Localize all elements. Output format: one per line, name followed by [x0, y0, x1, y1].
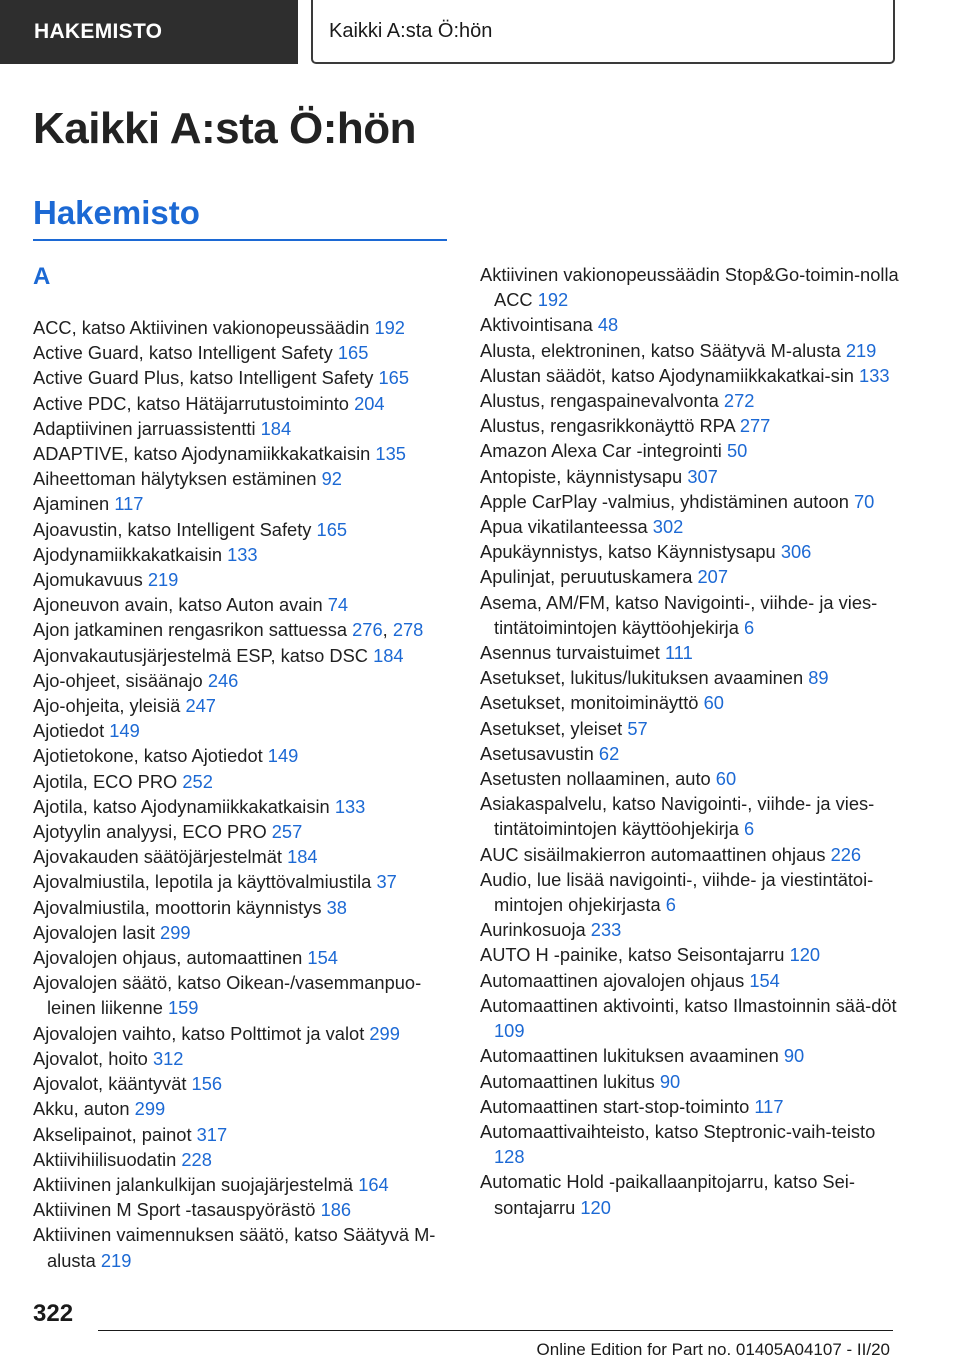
- index-entry-text: Ajoneuvon avain, katso Auton avain: [33, 594, 323, 616]
- page-reference-link[interactable]: 57: [627, 717, 648, 739]
- index-entry: [480, 968, 910, 993]
- page-reference-link[interactable]: 154: [749, 969, 780, 991]
- index-entry-text: Ajovalojen säätö, katso Oikean-/vasemmanpuo-leinen liikenne: [33, 972, 422, 1019]
- index-entry: [480, 993, 910, 1043]
- index-entry-text: Aktiivinen M Sport -tasauspyörästö: [33, 1199, 316, 1221]
- index-entry-text: Alustus, rengaspainevalvonta: [480, 390, 719, 412]
- index-entry-text: Asiakaspalvelu, katso Navigointi-, viihde- ja vies-tintätoimintojen käyttöohjekirja: [480, 793, 875, 840]
- index-entry-text: Aktiivihiilisuodatin: [33, 1148, 177, 1170]
- index-entry-text: Asennus turvaistuimet: [480, 642, 660, 664]
- page-reference-link[interactable]: 299: [134, 1098, 166, 1120]
- index-entry-text: Aiheettoman hälytyksen estäminen: [33, 468, 317, 490]
- index-entry-text: Ajovalmiustila, moottorin käynnistys: [33, 896, 322, 918]
- page-reference-link[interactable]: 277: [739, 415, 771, 437]
- page-reference-link[interactable]: 299: [160, 921, 191, 943]
- page-reference-link[interactable]: 133: [859, 364, 890, 386]
- page-reference-link[interactable]: 120: [789, 944, 821, 966]
- index-entry: [33, 1197, 455, 1222]
- index-entry: [480, 1119, 910, 1169]
- index-entry-text: Audio, lue lisää navigointi-, viihde- ja viestintätoi-mintojen ohjekirjasta: [480, 868, 874, 916]
- index-entry-text: Ajotietokone, katso Ajotiedot: [33, 745, 263, 767]
- index-entry-text: Alustan säädöt, katso Ajodynamiikkakatkai-sin: [480, 364, 854, 386]
- page-reference-link[interactable]: 272: [723, 390, 755, 412]
- page-reference-link[interactable]: 165: [316, 518, 348, 540]
- index-entry: [33, 592, 455, 617]
- index-entry: Ajon jatkaminen rengasrikon sattuessa 276, 278: [33, 619, 424, 641]
- page-reference-link[interactable]: 48: [597, 314, 619, 336]
- index-entry: [480, 438, 910, 463]
- index-entry-text: Automaattinen lukituksen avaaminen: [480, 1045, 779, 1067]
- page-reference-link[interactable]: 109: [494, 1020, 525, 1042]
- index-entry: [480, 665, 910, 690]
- index-entry-text: Ajo-ohjeet, sisäänajo: [33, 669, 203, 691]
- index-entry-text: Ajovalot, hoito: [33, 1047, 148, 1069]
- index-entry-text: Ajonvakautusjärjestelmä ESP, katso DSC: [33, 644, 368, 666]
- index-entry: [33, 668, 455, 693]
- index-entry: [480, 766, 910, 791]
- index-letter-heading: A: [33, 263, 51, 290]
- index-entry-text: Ajovalojen vaihto, katso Polttimot ja valot: [33, 1022, 365, 1044]
- index-entry-text: AUTO H -painike, katso Seisontajarru: [480, 944, 785, 966]
- page-reference-link[interactable]: 135: [375, 443, 406, 465]
- index-entry: [33, 895, 455, 920]
- index-entry: [33, 1172, 455, 1197]
- index-entry: [480, 590, 910, 640]
- index-entry-text: Asetusavustin: [480, 742, 594, 764]
- index-entry: [33, 1071, 455, 1096]
- page-reference-link[interactable]: 149: [109, 720, 140, 742]
- index-entry: [33, 794, 455, 819]
- index-entry: [33, 869, 455, 894]
- page-reference-link[interactable]: 184: [287, 846, 318, 868]
- page-number: 322: [33, 1300, 74, 1327]
- index-entry: [480, 1069, 910, 1094]
- page-reference-link[interactable]: 156: [191, 1073, 223, 1095]
- index-entry: [480, 741, 910, 766]
- index-entry: [480, 640, 910, 665]
- index-entry-text: Ajodynamiikkakatkaisin: [33, 543, 222, 565]
- index-entry: [480, 791, 910, 841]
- index-entry-text: Ajovalojen lasit: [33, 921, 155, 943]
- index-entry-text: Amazon Alexa Car -integrointi: [480, 440, 722, 462]
- index-entry: [480, 842, 910, 867]
- index-entry: [480, 413, 910, 438]
- index-entry: [33, 1222, 455, 1272]
- index-entry: [33, 920, 455, 945]
- page-reference-link[interactable]: 62: [598, 742, 620, 764]
- section-title: Hakemisto: [33, 194, 200, 231]
- page-reference-link[interactable]: 306: [780, 541, 812, 563]
- page-reference-link[interactable]: 74: [327, 594, 349, 616]
- index-entry: [33, 769, 455, 794]
- index-entry: [33, 1122, 455, 1147]
- index-entry: [33, 416, 455, 441]
- index-entry: [480, 1043, 910, 1068]
- page-reference-link[interactable]: 6: [665, 894, 676, 916]
- index-entry-text: Active PDC, katso Hätäjarrutustoiminto: [33, 392, 349, 414]
- index-entry: [33, 542, 455, 567]
- page-reference-link[interactable]: 60: [715, 768, 737, 790]
- index-entry-text: Asetukset, yleiset: [480, 717, 623, 739]
- page-reference-link[interactable]: 38: [326, 896, 347, 918]
- index-entry-text: Automaattinen lukitus: [480, 1070, 655, 1092]
- index-entry-text: Antopiste, käynnistysapu: [480, 465, 683, 487]
- index-entry-text: Automaattinen start-stop-toiminto: [480, 1095, 750, 1117]
- index-entry-text: Automaattinen aktivointi, katso Ilmastoinnin sää-döt: [480, 994, 897, 1016]
- index-entry-text: Ajovalojen ohjaus, automaattinen: [33, 947, 303, 969]
- index-entry: [33, 517, 455, 542]
- index-entry: [480, 338, 910, 363]
- page-reference-link[interactable]: 204: [354, 392, 385, 414]
- page-reference-link[interactable]: 133: [227, 543, 258, 565]
- index-entry-text: AUC sisäilmakierron automaattinen ohjaus: [480, 843, 826, 865]
- index-entry-text: Ajotila, ECO PRO: [33, 770, 178, 792]
- index-entry: [33, 743, 455, 768]
- page-reference-link[interactable]: 90: [783, 1045, 805, 1067]
- index-column-right: [480, 262, 910, 1220]
- page-reference-link[interactable]: 307: [687, 465, 718, 487]
- section-tab[interactable]: HAKEMISTO: [0, 0, 298, 64]
- index-entry-text: Alusta, elektroninen, katso Säätyvä M-alusta: [480, 339, 841, 361]
- index-entry-text: Aktiivinen jalankulkijan suojajärjestelmä: [33, 1173, 354, 1195]
- index-entry: [33, 315, 455, 340]
- index-entry: [33, 365, 455, 390]
- index-entry-text: Automatic Hold -paikallaanpitojarru, katso Sei-sontajarru: [480, 1171, 855, 1218]
- index-entry-text: Apple CarPlay -valmius, yhdistäminen autoon: [480, 490, 849, 512]
- index-entry-text: Aktiivinen vaimennuksen säätö, katso Säätyvä M-alusta: [33, 1224, 436, 1271]
- index-entry: [33, 441, 455, 466]
- index-entry: [33, 1147, 455, 1172]
- page-reference-link[interactable]: 164: [358, 1173, 389, 1195]
- page-reference-link[interactable]: 246: [207, 669, 239, 691]
- page-reference-link[interactable]: 37: [376, 871, 397, 893]
- page-reference-link[interactable]: 128: [494, 1146, 525, 1168]
- topic-tab[interactable]: Kaikki A:sta Ö:hön: [311, 0, 895, 64]
- index-entry-text: Asetukset, monitoiminäyttö: [480, 692, 699, 714]
- page-reference-link[interactable]: 159: [167, 997, 199, 1019]
- index-entry: [33, 340, 455, 365]
- page-reference-link[interactable]: 219: [100, 1249, 132, 1271]
- page-reference-link[interactable]: 184: [373, 644, 404, 666]
- index-entry: [480, 262, 910, 312]
- page-reference-link[interactable]: 257: [271, 821, 303, 843]
- page-reference-link[interactable]: 219: [845, 339, 877, 361]
- page-reference-link[interactable]: 192: [537, 289, 569, 311]
- index-entry: [33, 643, 455, 668]
- index-entry: [480, 539, 910, 564]
- index-entry-text: Ajotyylin analyysi, ECO PRO: [33, 821, 267, 843]
- page-reference-link[interactable]: 165: [337, 342, 369, 364]
- index-entry: [33, 844, 455, 869]
- index-entry-text: Ajotiedot: [33, 720, 105, 742]
- page-reference-link[interactable]: 184: [260, 417, 292, 439]
- page-reference-link[interactable]: 247: [185, 695, 216, 717]
- index-entry: [33, 491, 455, 516]
- index-entry-text: Asetusten nollaaminen, auto: [480, 768, 711, 790]
- index-entry: [33, 970, 455, 1020]
- page-reference-link[interactable]: 92: [321, 468, 342, 490]
- page-reference-link[interactable]: 6: [744, 818, 755, 840]
- page-reference-link[interactable]: 276: [352, 619, 383, 641]
- page-reference-link[interactable]: 299: [369, 1022, 400, 1044]
- index-entry: [33, 1046, 455, 1071]
- index-entry-text: Apulinjat, peruutuskamera: [480, 566, 693, 588]
- index-entry: [33, 819, 455, 844]
- page-reference-link[interactable]: 228: [181, 1148, 212, 1170]
- footer-divider: [98, 1330, 893, 1331]
- index-entry: [480, 514, 910, 539]
- index-entry-text: Ajovalmiustila, lepotila ja käyttövalmiustila: [33, 871, 372, 893]
- index-entry-text: ACC, katso Aktiivinen vakionopeussäädin: [33, 317, 370, 338]
- index-entry-text: Ajotila, katso Ajodynamiikkakatkaisin: [33, 795, 330, 817]
- index-entry: [33, 1021, 455, 1046]
- index-entry-text: Ajon jatkaminen rengasrikon sattuessa: [33, 619, 348, 641]
- section-divider: [33, 239, 447, 241]
- page-reference-link[interactable]: 302: [652, 516, 684, 538]
- index-entry-text: ADAPTIVE, katso Ajodynamiikkakatkaisin: [33, 443, 371, 465]
- index-entry-text: Aktivointisana: [480, 314, 593, 336]
- page-reference-link[interactable]: 219: [147, 569, 179, 591]
- index-entry: [33, 466, 455, 491]
- page-reference-link[interactable]: 226: [830, 843, 862, 865]
- index-entry-text: Ajaminen: [33, 493, 110, 515]
- page-reference-link[interactable]: 120: [580, 1196, 611, 1218]
- page-reference-link[interactable]: 117: [754, 1095, 784, 1117]
- page-reference-link[interactable]: 60: [703, 692, 724, 714]
- index-entry-text: Ajomukavuus: [33, 569, 143, 591]
- index-entry: [480, 942, 910, 967]
- index-column-left: [33, 315, 455, 1273]
- index-entry: [33, 567, 455, 592]
- page-reference-link[interactable]: 117: [114, 493, 144, 515]
- index-entry: [480, 464, 910, 489]
- index-entry: [480, 690, 910, 715]
- index-entry-text: Aktiivinen vakionopeussäädin Stop&Go-toimin-nolla ACC: [480, 264, 899, 311]
- index-entry-text: Ajoavustin, katso Intelligent Safety: [33, 518, 312, 540]
- page-reference-link[interactable]: 317: [196, 1123, 228, 1145]
- footer-edition-text: Online Edition for Part no. 01405A04107 - II/20: [536, 1340, 890, 1359]
- index-entry: [480, 1094, 910, 1119]
- index-entry-text: Aurinkosuoja: [480, 919, 586, 941]
- index-entry-text: Alustus, rengasrikkonäyttö RPA: [480, 415, 735, 437]
- page-reference-link[interactable]: 165: [378, 367, 410, 389]
- index-entry-text: Ajo-ohjeita, yleisiä: [33, 695, 181, 717]
- index-entry-text: Active Guard, katso Intelligent Safety: [33, 342, 333, 364]
- index-entry-text: Apua vikatilanteessa: [480, 516, 648, 538]
- index-entry: [480, 489, 910, 514]
- header: [0, 0, 960, 64]
- page-reference-link[interactable]: 149: [267, 745, 299, 767]
- index-entry: [480, 1169, 910, 1219]
- index-entry: [33, 1096, 455, 1121]
- page-reference-link[interactable]: 89: [808, 667, 829, 689]
- page-reference-link[interactable]: 278: [392, 619, 424, 641]
- index-entry: [33, 391, 455, 416]
- index-entry-text: Akku, auton: [33, 1098, 130, 1120]
- page-reference-link[interactable]: 233: [590, 919, 622, 941]
- index-entry: [33, 693, 455, 718]
- page-reference-link[interactable]: 312: [152, 1047, 184, 1069]
- index-entry-text: Asetukset, lukitus/lukituksen avaaminen: [480, 667, 804, 689]
- index-entry: [480, 716, 910, 741]
- index-entry: [480, 867, 910, 917]
- page-reference-link[interactable]: 207: [697, 566, 728, 588]
- page-reference-link[interactable]: 70: [853, 490, 875, 512]
- index-entry-text: Apukäynnistys, katso Käynnistysapu: [480, 541, 776, 563]
- index-entry-text: Ajovakauden säätöjärjestelmät: [33, 846, 282, 868]
- page-reference-link[interactable]: 154: [307, 947, 338, 969]
- page-reference-link[interactable]: 192: [374, 317, 405, 338]
- page-title: Kaikki A:sta Ö:hön: [33, 104, 416, 153]
- page-reference-link[interactable]: 252: [182, 770, 213, 792]
- index-entry-text: Asema, AM/FM, katso Navigointi-, viihde- ja vies-tintätoimintojen käyttöohjekirja: [480, 591, 878, 638]
- index-entry: [480, 564, 910, 589]
- page-reference-link[interactable]: 50: [726, 440, 748, 462]
- page-reference-link[interactable]: 6: [744, 616, 755, 638]
- index-entry-text: Automaattivaihteisto, katso Steptronic-vaih-teisto: [480, 1120, 876, 1142]
- index-entry-text: Ajovalot, kääntyvät: [33, 1073, 187, 1095]
- index-entry-text: Active Guard Plus, katso Intelligent Safety: [33, 367, 374, 389]
- index-entry-text: Automaattinen ajovalojen ohjaus: [480, 969, 745, 991]
- index-entry: [33, 718, 455, 743]
- index-entry: [480, 917, 910, 942]
- page-reference-link[interactable]: 186: [320, 1199, 352, 1221]
- page-reference-link[interactable]: 133: [334, 795, 366, 817]
- index-entry: [480, 363, 910, 388]
- page-reference-link[interactable]: 90: [659, 1070, 681, 1092]
- page-reference-link[interactable]: 111: [664, 642, 693, 664]
- index-entry-text: Adaptiivinen jarruassistentti: [33, 417, 256, 439]
- index-entry-text: Akselipainot, painot: [33, 1123, 192, 1145]
- index-entry: [480, 312, 910, 337]
- index-entry: [33, 945, 455, 970]
- index-entry: [480, 388, 910, 413]
